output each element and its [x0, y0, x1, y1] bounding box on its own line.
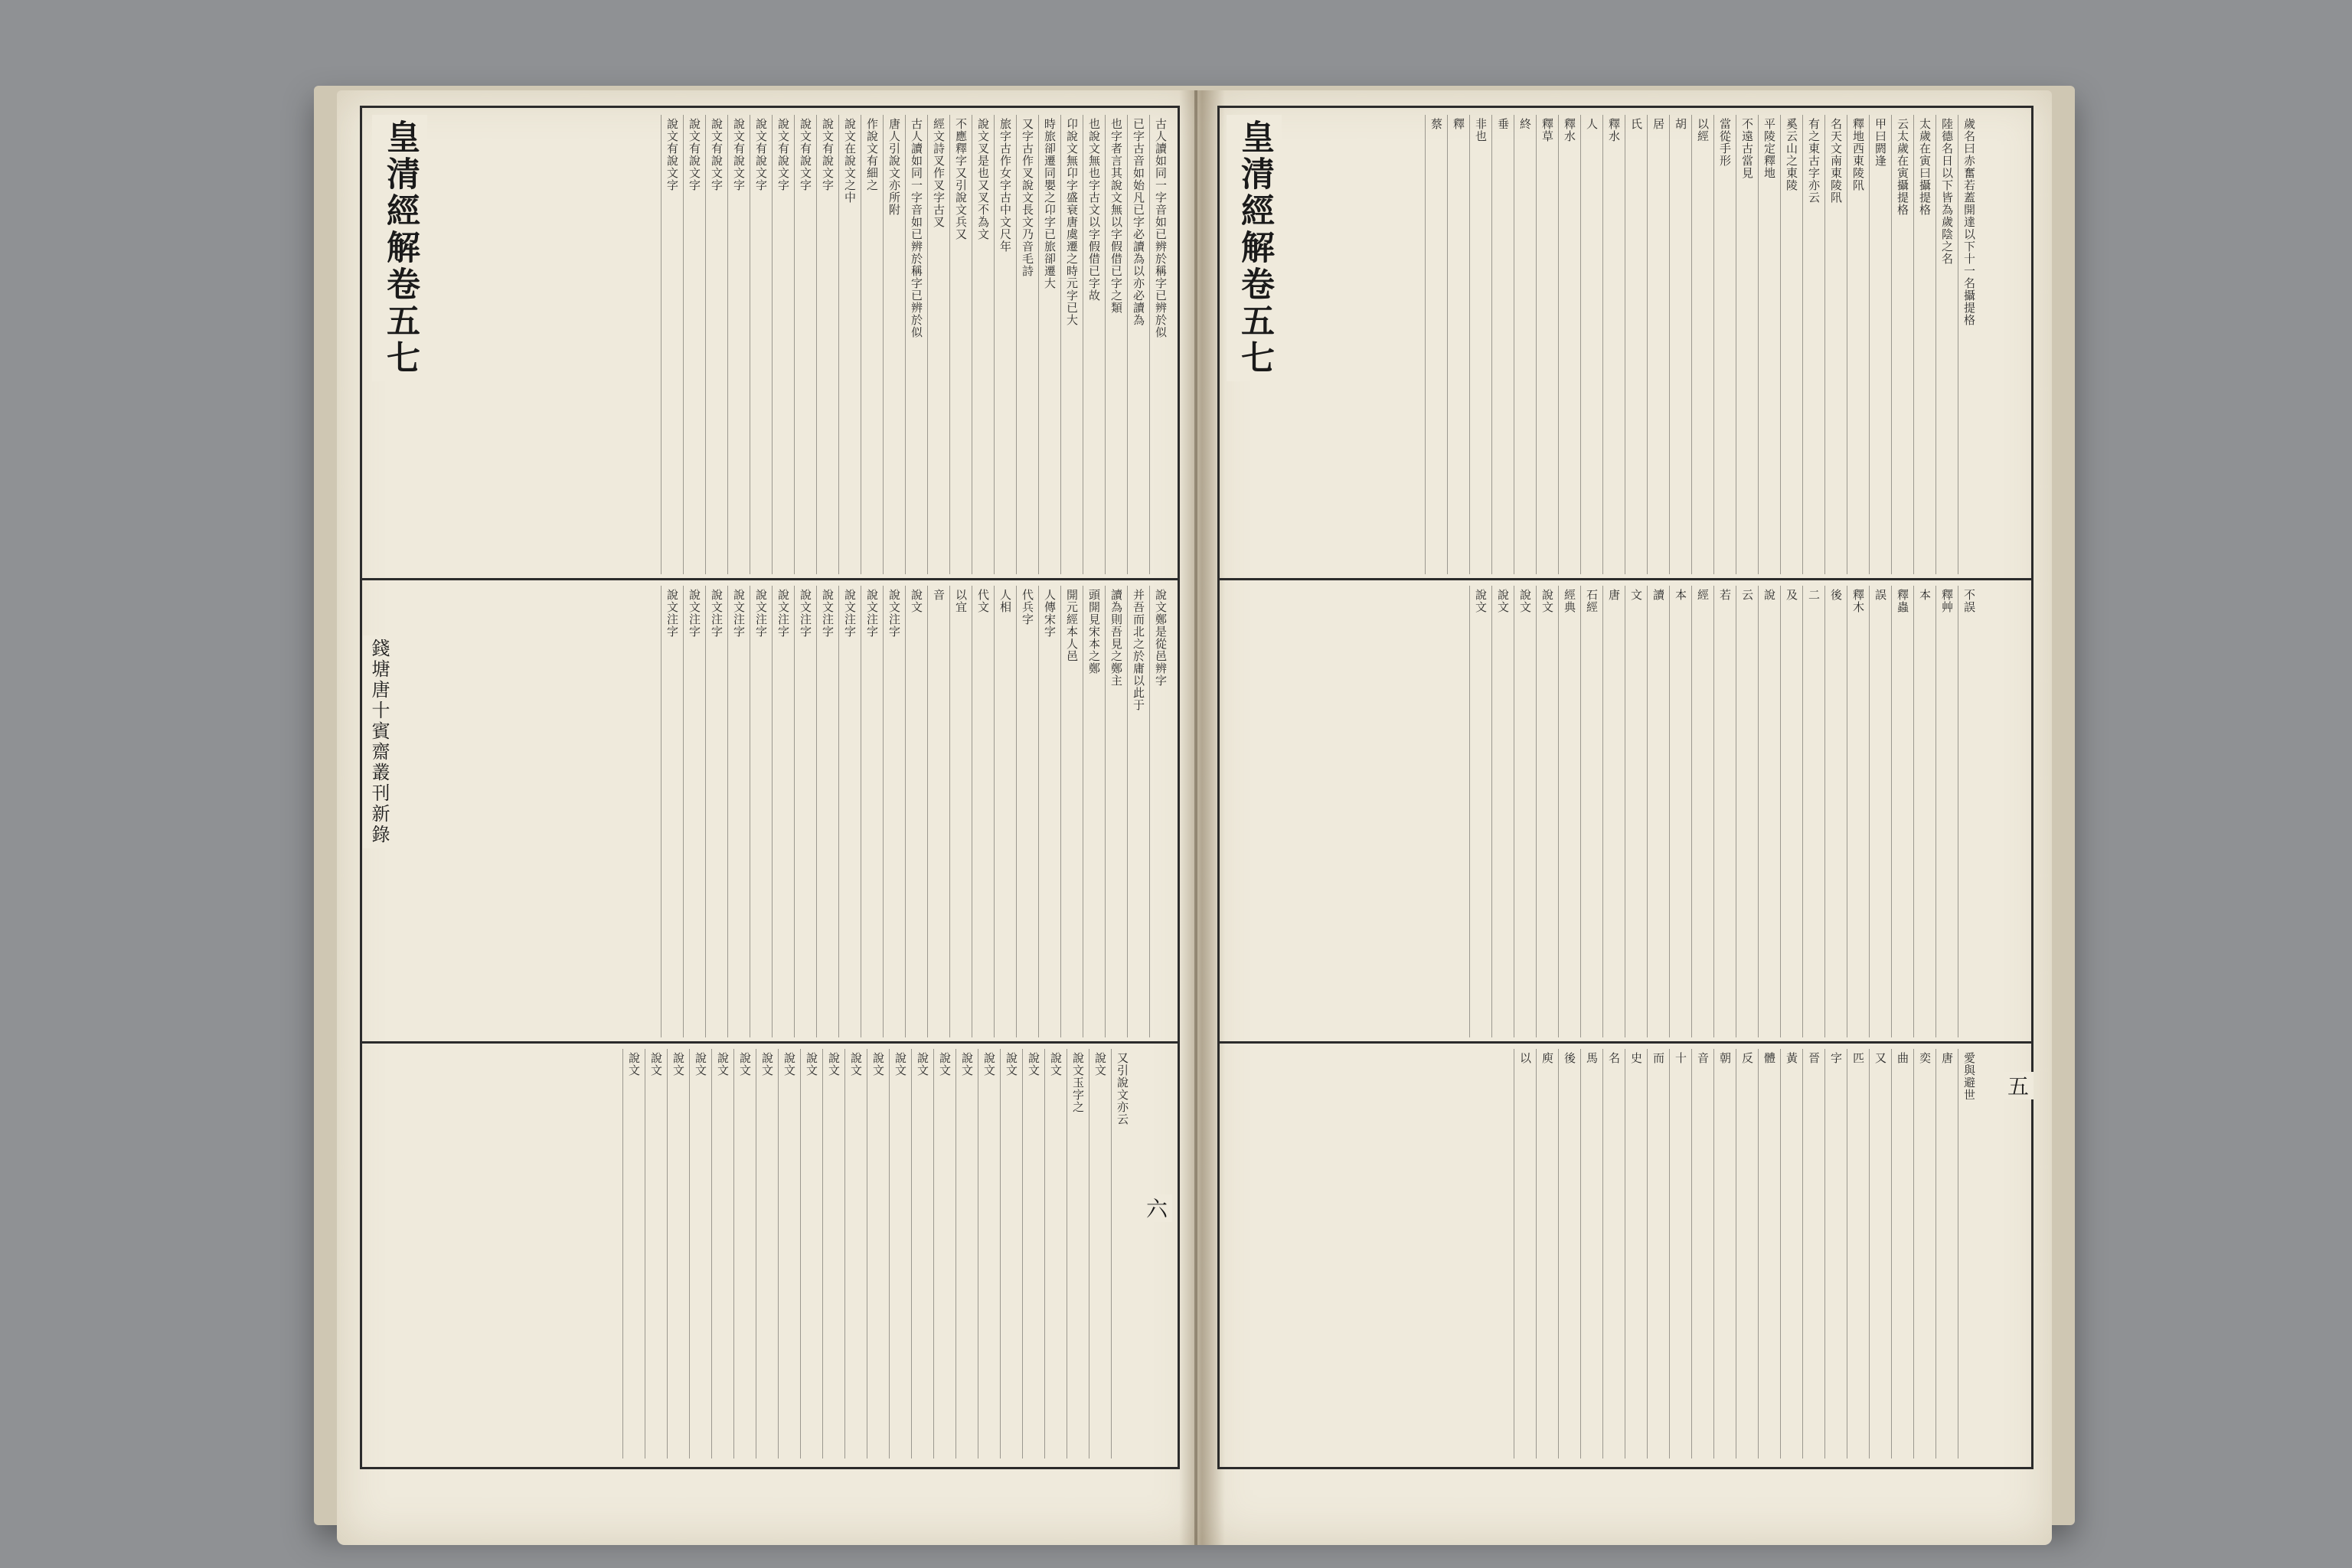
- text-column: 說文: [1089, 1049, 1111, 1459]
- center-fold: [1194, 90, 1197, 1545]
- text-column: 卬說文無卬字盛衰唐虞遷之時元字已大: [1060, 115, 1083, 574]
- text-column: 晉: [1802, 1049, 1824, 1459]
- text-column: 說文注字: [883, 586, 905, 1037]
- text-column: 奚云山之東陵: [1780, 115, 1802, 574]
- text-column: 後: [1824, 586, 1847, 1037]
- text-column: 本: [1913, 586, 1936, 1037]
- text-column: 說文注字: [838, 586, 861, 1037]
- text-column: 說文有說文字: [727, 115, 750, 574]
- text-column: 古人讀如同一字音如已辨於稱字已辨於似: [1149, 115, 1171, 574]
- text-column: 說文: [645, 1049, 667, 1459]
- text-column: 音: [927, 586, 949, 1037]
- text-column: 說: [1758, 586, 1780, 1037]
- text-column: 說文玉字之: [1067, 1049, 1089, 1459]
- text-column: 文: [1625, 586, 1647, 1037]
- text-column: 說文注字: [861, 586, 883, 1037]
- text-column: 陸德名日以下皆為歲陰之名: [1936, 115, 1958, 574]
- text-column: 後: [1558, 1049, 1580, 1459]
- text-column: 黃: [1780, 1049, 1802, 1459]
- text-column: 說文在說文之中: [838, 115, 861, 574]
- text-column: 不應釋字又引說文兵又: [949, 115, 972, 574]
- text-column: 釋: [1447, 115, 1469, 574]
- text-column: 非也: [1469, 115, 1491, 574]
- text-column: 石經: [1580, 586, 1602, 1037]
- text-column: 史: [1625, 1049, 1647, 1459]
- right-folio-number: 五: [2000, 1072, 2034, 1099]
- text-column: 說文: [800, 1049, 822, 1459]
- text-column: 不遠古當見: [1736, 115, 1758, 574]
- text-column: 說文: [1469, 586, 1491, 1037]
- text-column: 說文: [911, 1049, 933, 1459]
- text-column: 說文: [667, 1049, 689, 1459]
- text-column: 馬: [1580, 1049, 1602, 1459]
- text-column: 釋蟲: [1891, 586, 1913, 1037]
- text-column: 平陵定釋地: [1758, 115, 1780, 574]
- text-column: 體: [1758, 1049, 1780, 1459]
- text-column: 而: [1647, 1049, 1669, 1459]
- right-upper-text: [1222, 115, 1980, 574]
- text-column: 匹: [1847, 1049, 1869, 1459]
- text-column: 說文: [778, 1049, 800, 1459]
- text-column: 二: [1802, 586, 1824, 1037]
- text-column: 名: [1602, 1049, 1625, 1459]
- left-upper-text: [413, 115, 1171, 574]
- text-column: 已字古音如始凡已字必讀為以亦必讀為: [1127, 115, 1149, 574]
- text-column: 云太歲在寅攝提格: [1891, 115, 1913, 574]
- text-column: 胡: [1669, 115, 1691, 574]
- text-column: 說文: [1491, 586, 1514, 1037]
- text-column: 唐: [1936, 1049, 1958, 1459]
- text-column: 代兵字: [1016, 586, 1038, 1037]
- left-folio-number: 六: [1138, 1194, 1172, 1222]
- text-column: 說文有說文字: [683, 115, 705, 574]
- text-column: 說文注字: [661, 586, 683, 1037]
- text-column: 說文: [1536, 586, 1558, 1037]
- text-column: 開元經本人邑: [1060, 586, 1083, 1037]
- text-column: 名天文南東陵阠: [1824, 115, 1847, 574]
- text-column: 說文注字: [705, 586, 727, 1037]
- text-column: 說文: [933, 1049, 956, 1459]
- colophon-imprint: 錢塘唐十賓齋叢刊新錄: [363, 635, 396, 848]
- text-column: 也字者言其說文無以字假借已字之類: [1105, 115, 1127, 574]
- text-column: 反: [1736, 1049, 1758, 1459]
- text-column: 說文注字: [794, 586, 816, 1037]
- text-column: 愛與避世: [1958, 1049, 1980, 1459]
- text-column: 時旅卻遷同嬰之卬字已旅卻遷大: [1038, 115, 1060, 574]
- text-column: 字: [1824, 1049, 1847, 1459]
- text-column: 讀為則吾見之鄭主: [1105, 586, 1127, 1037]
- text-column: 說文注字: [772, 586, 794, 1037]
- left-band-divider-2: [360, 1041, 1178, 1044]
- right-band-divider-2: [1217, 1041, 2031, 1044]
- text-column: 代文: [972, 586, 994, 1037]
- text-column: 人傳宋字: [1038, 586, 1060, 1037]
- text-column: 不誤: [1958, 586, 1980, 1037]
- text-column: 讀: [1647, 586, 1669, 1037]
- text-column: 以經: [1691, 115, 1713, 574]
- text-column: 經典: [1558, 586, 1580, 1037]
- text-column: 說文: [1044, 1049, 1067, 1459]
- text-column: 誤: [1869, 586, 1891, 1037]
- text-column: 本: [1669, 586, 1691, 1037]
- text-column: 釋地西東陵阠: [1847, 115, 1869, 574]
- text-column: 曲: [1891, 1049, 1913, 1459]
- text-column: 說文有說文字: [661, 115, 683, 574]
- text-column: 經文詩叉作叉字古叉: [927, 115, 949, 574]
- text-column: 又字古作叉說文長文乃音毛詩: [1016, 115, 1038, 574]
- text-column: 說文叉是也又叉不為文: [972, 115, 994, 574]
- text-column: 又引說文亦云: [1111, 1049, 1133, 1459]
- text-column: 說文有說文字: [772, 115, 794, 574]
- text-column: 釋艸: [1936, 586, 1958, 1037]
- text-column: 并吾而北之於庸以此于: [1127, 586, 1149, 1037]
- text-column: 居: [1647, 115, 1669, 574]
- text-column: 終: [1514, 115, 1536, 574]
- text-column: 說文: [956, 1049, 978, 1459]
- text-column: 以宜: [949, 586, 972, 1037]
- left-lower-text: [413, 1049, 1133, 1459]
- text-column: 人: [1580, 115, 1602, 574]
- text-column: 當從手形: [1713, 115, 1736, 574]
- text-column: 說文: [844, 1049, 867, 1459]
- text-column: 說文: [867, 1049, 889, 1459]
- text-column: 說文注字: [750, 586, 772, 1037]
- right-lower-text: [1222, 1049, 1980, 1459]
- text-column: 唐: [1602, 586, 1625, 1037]
- text-column: 朝: [1713, 1049, 1736, 1459]
- text-column: 說文: [622, 1049, 645, 1459]
- text-column: 唐人引說文亦所附: [883, 115, 905, 574]
- text-column: 也說文無也字古文以字假借已字故: [1083, 115, 1105, 574]
- text-column: 說文有說文字: [816, 115, 838, 574]
- text-column: 太歲在寅曰攝提格: [1913, 115, 1936, 574]
- text-column: 十: [1669, 1049, 1691, 1459]
- text-column: 經: [1691, 586, 1713, 1037]
- text-column: 垂: [1491, 115, 1514, 574]
- text-column: 頭開見宋本之鄭: [1083, 586, 1105, 1037]
- text-column: 說文注字: [816, 586, 838, 1037]
- text-column: 蔡: [1425, 115, 1447, 574]
- text-column: 說文: [711, 1049, 733, 1459]
- right-middle-text: [1222, 586, 1980, 1037]
- text-column: 奕: [1913, 1049, 1936, 1459]
- text-column: 說文: [978, 1049, 1000, 1459]
- text-column: 說文有說文字: [750, 115, 772, 574]
- right-volume-text: 卷五七: [1235, 266, 1274, 377]
- text-column: 說文: [822, 1049, 844, 1459]
- text-column: 說文: [756, 1049, 778, 1459]
- left-middle-text: [413, 586, 1171, 1037]
- text-column: 氏: [1625, 115, 1647, 574]
- text-column: 人相: [994, 586, 1016, 1037]
- text-column: 說文: [1514, 586, 1536, 1037]
- text-column: 說文: [889, 1049, 911, 1459]
- text-column: 釋水: [1602, 115, 1625, 574]
- text-column: 說文注字: [727, 586, 750, 1037]
- text-column: 旅字古作女字古中文尺年: [994, 115, 1016, 574]
- text-column: 歲名曰赤奮若蓋開達以下十一名攝提格: [1958, 115, 1980, 574]
- text-column: 釋水: [1558, 115, 1580, 574]
- text-column: 音: [1691, 1049, 1713, 1459]
- text-column: 有之東古字亦云: [1802, 115, 1824, 574]
- right-running-title: [1227, 115, 1282, 381]
- text-column: 云: [1736, 586, 1758, 1037]
- text-column: 說文注字: [683, 586, 705, 1037]
- text-column: 釋木: [1847, 586, 1869, 1037]
- left-running-title: [372, 115, 427, 381]
- text-column: 庾: [1536, 1049, 1558, 1459]
- text-column: 甲曰閼逢: [1869, 115, 1891, 574]
- text-column: 又: [1869, 1049, 1891, 1459]
- text-column: 說文: [689, 1049, 711, 1459]
- text-column: 釋草: [1536, 115, 1558, 574]
- text-column: 說文鄭是從邑辨字: [1149, 586, 1171, 1037]
- left-band-divider-1: [360, 578, 1178, 580]
- right-title-text: 皇清經解: [1235, 119, 1274, 266]
- text-column: 說文有說文字: [794, 115, 816, 574]
- text-column: 說文有說文字: [705, 115, 727, 574]
- right-band-divider-1: [1217, 578, 2031, 580]
- text-column: 說文: [905, 586, 927, 1037]
- text-column: 以: [1514, 1049, 1536, 1459]
- left-title-text: 皇清經解: [381, 119, 420, 266]
- text-column: 說文: [733, 1049, 756, 1459]
- text-column: 說文: [1000, 1049, 1022, 1459]
- text-column: 古人讀如同一字音如已辨於稱字已辨於似: [905, 115, 927, 574]
- text-column: 若: [1713, 586, 1736, 1037]
- text-column: 及: [1780, 586, 1802, 1037]
- text-column: 作說文有細之: [861, 115, 883, 574]
- left-volume-text: 卷五七: [381, 266, 420, 377]
- text-column: 說文: [1022, 1049, 1044, 1459]
